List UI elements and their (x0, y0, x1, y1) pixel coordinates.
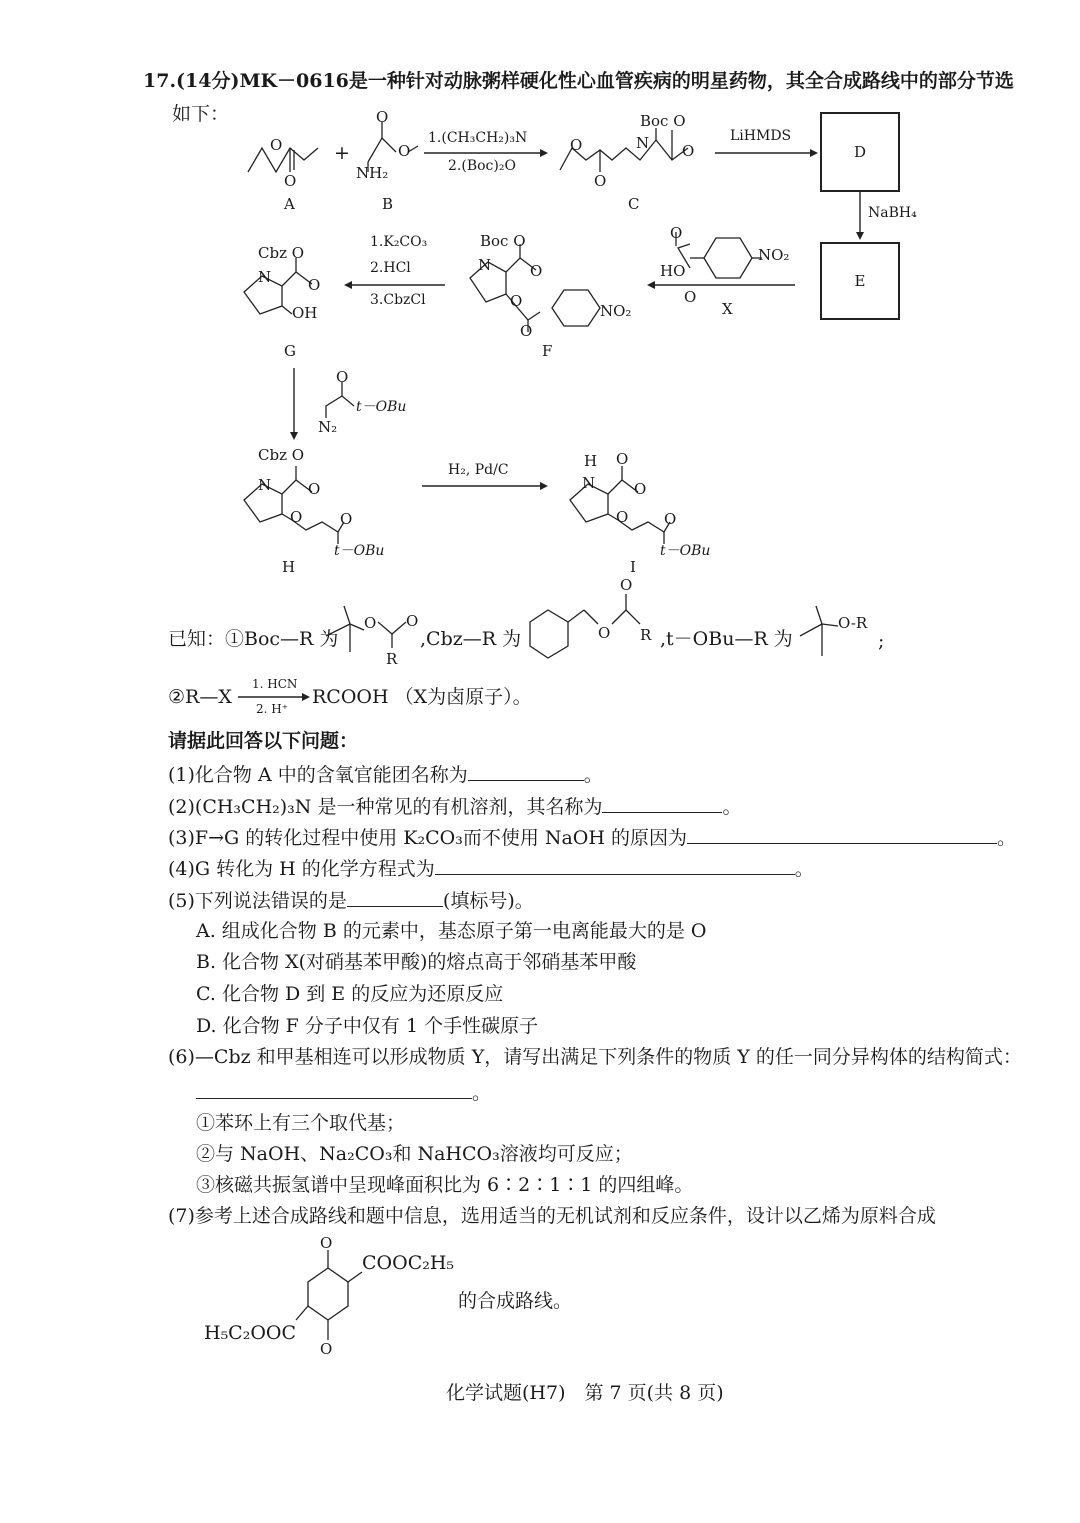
known-r: R (386, 650, 398, 668)
atom-no2: NO₂ (600, 302, 632, 320)
atom-o: O (308, 276, 321, 294)
target-o: O (320, 1340, 333, 1358)
atom-o: O (290, 508, 303, 526)
atom-o: O (634, 480, 647, 498)
q3-text: (3)F→G 的转化过程中使用 K₂CO₃而不使用 NaOH 的原因为 (168, 827, 687, 849)
intro-text: 请据此回答以下问题： (168, 730, 359, 752)
atom-o: O (616, 508, 629, 526)
target-structure (296, 1250, 362, 1340)
atom-tobu: t－OBu (660, 543, 711, 559)
question-header-cont: 如下： (172, 103, 230, 125)
atom-o: O (520, 322, 533, 340)
atom-boco: Boc O (640, 112, 686, 130)
reagent-c-d: LiHMDS (730, 128, 792, 144)
atom-n: N (636, 134, 650, 152)
q1-text: (1)化合物 A 中的含氧官能团名称为 (168, 764, 468, 786)
atom-boco: Boc O (480, 232, 526, 250)
atom-ho: HO (660, 262, 686, 280)
atom-nh2: NH₂ (356, 164, 389, 182)
q5-hint: (填标号)。 (442, 890, 534, 912)
label-c: C (628, 195, 640, 213)
box-d (820, 112, 900, 192)
reagent-d-e: NaBH₄ (868, 205, 917, 221)
label-f: F (542, 342, 553, 360)
question-header: 17.(14分)MK－0616是一种针对动脉粥样硬化性心血管疾病的明星药物，其全合成路线中的部分节选 (143, 70, 1014, 92)
q7-text: (7)参考上述合成路线和题中信息，选用适当的无机试剂和反应条件，设计以乙烯为原料合成 (168, 1205, 936, 1227)
known-2-top: 1. HCN (252, 677, 298, 691)
known-o: O (620, 576, 633, 594)
q4 (168, 856, 814, 881)
atom-o: O (336, 368, 349, 386)
q6-answer (196, 1080, 491, 1105)
atom-o: O (398, 142, 411, 160)
q5-option-a: A. 组成化合物 B 的元素中，基态原子第一电离能最大的是 O (196, 920, 707, 942)
known-or: O-R (838, 614, 868, 632)
q6-condition-3: ③核磁共振氢谱中呈现峰面积比为 6∶2∶1∶1 的四组峰。 (196, 1174, 694, 1196)
reagent-f-g-1: 1.K₂CO₃ (370, 234, 428, 250)
known-o: O (406, 612, 419, 630)
known-2-left: ②R—X (168, 686, 232, 708)
atom-o: O (670, 224, 683, 242)
plus-sign: + (334, 142, 350, 164)
q6-text: (6)—Cbz 和甲基相连可以形成物质 Y，请写出满足下列条件的物质 Y 的任一同分异构体的结构简式： (168, 1046, 1022, 1068)
target-bottom-group: H₅C₂OOC (204, 1322, 297, 1344)
tobu-structure (800, 606, 838, 656)
atom-cbzo: Cbz O (258, 446, 305, 464)
known-tobu: ,t－OBu—R 为 (660, 628, 793, 650)
cbz-structure (530, 594, 640, 658)
q4-end: 。 (794, 858, 814, 880)
label-i: I (630, 558, 636, 576)
q1-end: 。 (583, 764, 603, 786)
q6-condition-2: ②与 NaOH、Na₂CO₃和 NaHCO₃溶液均可反应； (196, 1143, 633, 1165)
q7-suffix: 的合成路线。 (458, 1290, 573, 1312)
reagent-h-i: H₂, Pd/C (448, 462, 509, 478)
q4-answer-blank[interactable] (435, 856, 795, 875)
atom-o: O (570, 136, 583, 154)
q5 (168, 888, 534, 913)
known-2-bottom: 2. H⁺ (256, 702, 289, 716)
atom-oh: OH (292, 304, 318, 322)
target-o: O (320, 1234, 333, 1252)
atom-tobu: t－OBu (334, 543, 385, 559)
label-d: D (853, 143, 867, 161)
label-g: G (284, 342, 296, 360)
label-a: A (284, 195, 295, 213)
atom-n: N (258, 476, 272, 494)
atom-o: O (376, 108, 389, 126)
q5-option-d: D. 化合物 F 分子中仅有 1 个手性碳原子 (196, 1015, 539, 1037)
compound-x-structure (676, 232, 762, 278)
atom-cbzo: Cbz O (258, 244, 305, 262)
q3-answer-blank[interactable] (687, 825, 997, 844)
reagent-ab-c-1: 1.(CH₃CH₂)₃N (428, 130, 528, 146)
page-footer: 化学试题(H7) 第 7 页(共 8 页) (446, 1382, 724, 1404)
atom-o: O (594, 172, 607, 190)
reagent-f-g-3: 3.CbzCl (370, 292, 426, 308)
known-o: O (598, 624, 611, 642)
q5-option-c: C. 化合物 D 到 E 的反应为还原反应 (196, 983, 504, 1005)
label-h: H (282, 558, 296, 576)
atom-o: O (530, 262, 543, 280)
q6-end: 。 (472, 1082, 492, 1104)
reagent-ab-c-2: 2.(Boc)₂O (448, 158, 516, 174)
atom-n2: N₂ (318, 418, 338, 436)
known-2-right: RCOOH （X为卤原子）。 (312, 686, 532, 708)
q1 (168, 762, 603, 787)
atom-o: O (682, 142, 695, 160)
atom-o: O (684, 288, 697, 306)
reagent-f-g-2: 2.HCl (370, 260, 411, 276)
atom-o: O (270, 136, 283, 154)
q2-answer-blank[interactable] (602, 794, 722, 813)
q6-condition-1: ①苯环上有三个取代基； (196, 1112, 406, 1134)
q4-text: (4)G 转化为 H 的化学方程式为 (168, 858, 435, 880)
atom-no2: NO₂ (758, 246, 790, 264)
q5-option-b: B. 化合物 X(对硝基苯甲酸)的熔点高于邻硝基苯甲酸 (196, 951, 637, 973)
atom-n: N (258, 268, 272, 286)
atom-o: O (308, 480, 321, 498)
atom-o: O (616, 450, 629, 468)
compound-a-structure (248, 148, 318, 172)
q2-end: 。 (722, 796, 742, 818)
atom-n: N (582, 474, 596, 492)
atom-h: H (584, 452, 598, 470)
box-e (820, 242, 900, 320)
q3-end: 。 (997, 827, 1017, 849)
known-semicolon: ; (878, 630, 885, 652)
known-r: R (640, 626, 652, 644)
atom-n: N (478, 256, 492, 274)
q3 (168, 825, 1016, 850)
known-prefix: 已知：①Boc—R 为 (168, 628, 339, 650)
q1-answer-blank[interactable] (468, 762, 584, 781)
atom-o: O (664, 510, 677, 528)
q5-answer-blank[interactable] (347, 888, 443, 907)
label-x: X (722, 300, 733, 318)
target-top-group: COOC₂H₅ (362, 1252, 455, 1274)
label-e: E (854, 272, 866, 290)
reagent-g-h: t－OBu (356, 399, 407, 415)
q2 (168, 794, 741, 819)
diazo-reagent-structure (326, 382, 354, 418)
known-cbz: ,Cbz—R 为 (420, 628, 522, 650)
label-b: B (382, 195, 394, 213)
atom-o: O (340, 510, 353, 528)
atom-o: O (284, 172, 297, 190)
q2-text: (2)(CH₃CH₂)₃N 是一种常见的有机溶剂，其名称为 (168, 796, 603, 818)
q5-text: (5)下列说法错误的是 (168, 890, 347, 912)
known-o: O (364, 614, 377, 632)
q6-answer-blank[interactable] (196, 1080, 472, 1099)
atom-o: O (510, 292, 523, 310)
